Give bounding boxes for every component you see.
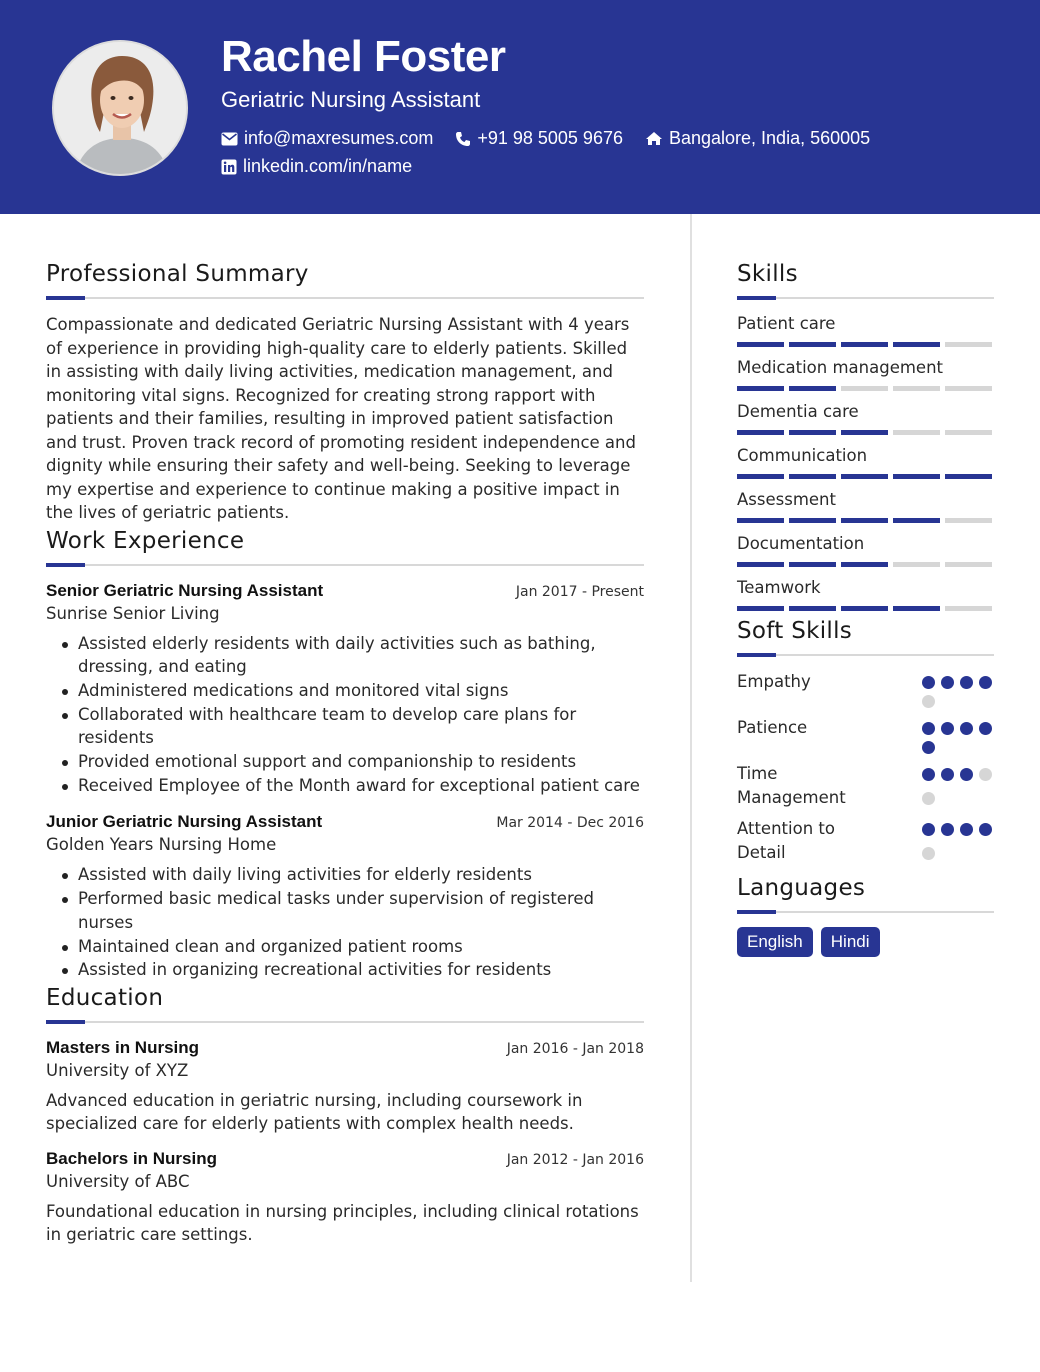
school-name: University of XYZ — [46, 1060, 189, 1080]
main-column — [46, 258, 644, 1259]
phone-text: +91 98 5005 9676 — [477, 128, 623, 148]
school-name: University of ABC — [46, 1171, 190, 1191]
contact-row-2 — [221, 156, 434, 177]
job-entry — [46, 580, 644, 798]
profile-photo — [52, 40, 188, 176]
section-rule — [46, 297, 644, 299]
education-entry — [46, 1148, 644, 1247]
section-rule — [737, 297, 994, 299]
rating-dot — [922, 847, 935, 860]
language-tag: English — [737, 927, 813, 957]
sidebar-column — [737, 258, 994, 957]
skill-item — [737, 445, 994, 479]
skill-name: Documentation — [737, 534, 865, 553]
skill-level-segment — [737, 430, 784, 435]
section-rule — [737, 654, 994, 656]
rating-dot — [979, 676, 992, 689]
candidate-title: Geriatric Nursing Assistant — [221, 87, 481, 112]
phone-icon — [455, 131, 471, 147]
section-heading: Skills — [737, 261, 798, 287]
linkedin-icon — [221, 159, 237, 175]
skill-level-segment — [789, 430, 836, 435]
bullet-item: Performed basic medical tasks under supervision of registered nurses — [60, 887, 644, 934]
job-date: Mar 2014 - Dec 2016 — [496, 815, 644, 832]
bullet-item: Assisted elderly residents with daily activities such as bathing, dressing, and eating — [60, 632, 644, 679]
envelope-icon — [221, 132, 238, 146]
rating-dot — [979, 768, 992, 781]
resume-header — [0, 0, 1040, 214]
section-rule — [46, 564, 644, 566]
job-title: Senior Geriatric Nursing Assistant — [46, 580, 324, 600]
soft-skills-list — [737, 670, 994, 864]
skill-level-segment — [893, 518, 940, 523]
job-org: Sunrise Senior Living — [46, 603, 220, 623]
bullet-item: Administered medications and monitored vital signs — [60, 679, 644, 703]
skill-level-segment — [841, 430, 888, 435]
skill-level-segment — [737, 606, 784, 611]
bullet-item: Provided emotional support and companionship to residents — [60, 750, 644, 774]
soft-skill-name: Attention to Detail — [737, 819, 835, 862]
skill-name: Teamwork — [737, 578, 821, 597]
bullet-item: Assisted with daily living activities for elderly residents — [60, 863, 644, 887]
bullet-item: Collaborated with healthcare team to develop care plans for residents — [60, 703, 644, 750]
email-contact[interactable] — [221, 128, 433, 149]
skill-level-segment — [893, 386, 940, 391]
skill-level-bar — [737, 606, 994, 611]
education-section — [46, 982, 644, 1247]
skill-level-segment — [841, 342, 888, 347]
skill-item — [737, 577, 994, 611]
language-tag: Hindi — [821, 927, 880, 957]
rating-dot — [941, 823, 954, 836]
rating-dot — [960, 676, 973, 689]
skill-name: Communication — [737, 446, 868, 465]
skill-level-segment — [893, 606, 940, 611]
skill-level-segment — [945, 386, 992, 391]
soft-skill-rating — [922, 762, 994, 809]
degree-title: Masters in Nursing — [46, 1037, 200, 1057]
skill-level-bar — [737, 386, 994, 391]
rating-dot — [941, 768, 954, 781]
soft-skill-name: Empathy — [737, 672, 811, 691]
skill-level-segment — [789, 474, 836, 479]
summary-section — [46, 258, 644, 525]
section-heading: Education — [46, 984, 164, 1011]
rating-dot — [922, 722, 935, 735]
home-icon — [645, 131, 663, 146]
rating-dot — [941, 722, 954, 735]
skill-level-segment — [789, 386, 836, 391]
person-portrait-icon — [54, 42, 188, 176]
skill-level-segment — [789, 342, 836, 347]
soft-skill-rating — [922, 670, 994, 708]
skill-level-bar — [737, 342, 994, 347]
job-bullets — [46, 632, 644, 798]
column-divider — [690, 214, 692, 1282]
skill-level-segment — [841, 562, 888, 567]
job-entry — [46, 811, 644, 982]
skill-level-segment — [841, 386, 888, 391]
education-desc: Foundational education in nursing principles, including clinical rotations in geriatric care settings. — [46, 1201, 639, 1245]
experience-section — [46, 525, 644, 982]
education-desc: Advanced education in geriatric nursing, including coursework in specialized care for elderly patients with complex health needs. — [46, 1090, 583, 1134]
skill-name: Medication management — [737, 358, 944, 377]
skill-name: Assessment — [737, 490, 836, 509]
bullet-item: Maintained clean and organized patient rooms — [60, 935, 644, 959]
soft-skill-name: Time Management — [737, 764, 846, 807]
location-text: Bangalore, India, 560005 — [668, 128, 871, 148]
bullet-item: Assisted in organizing recreational activities for residents — [60, 958, 644, 982]
linkedin-contact[interactable] — [221, 156, 412, 177]
job-bullets — [46, 863, 644, 982]
skill-level-segment — [945, 474, 992, 479]
soft-skills-section — [737, 615, 994, 864]
rating-dot — [922, 792, 935, 805]
section-rule — [737, 911, 994, 913]
section-heading: Soft Skills — [737, 618, 853, 644]
rating-dot — [960, 823, 973, 836]
soft-skill-item — [737, 716, 994, 754]
rating-dot — [922, 741, 935, 754]
skill-level-segment — [945, 430, 992, 435]
soft-skill-name: Patience — [737, 718, 808, 737]
rating-dot — [922, 823, 935, 836]
skill-item — [737, 313, 994, 347]
skills-list — [737, 313, 994, 611]
skill-item — [737, 489, 994, 523]
skill-level-bar — [737, 430, 994, 435]
rating-dot — [941, 676, 954, 689]
skill-level-segment — [893, 562, 940, 567]
rating-dot — [960, 768, 973, 781]
skill-level-segment — [893, 430, 940, 435]
soft-skill-item — [737, 817, 994, 864]
candidate-name: Rachel Foster — [221, 32, 506, 81]
education-date: Jan 2016 - Jan 2018 — [506, 1040, 644, 1057]
skill-item — [737, 357, 994, 391]
skill-level-segment — [789, 562, 836, 567]
skill-level-segment — [945, 518, 992, 523]
skill-level-segment — [789, 606, 836, 611]
skill-level-segment — [841, 606, 888, 611]
rating-dot — [979, 722, 992, 735]
skill-level-segment — [737, 474, 784, 479]
section-heading: Work Experience — [46, 527, 245, 554]
linkedin-text: linkedin.com/in/name — [243, 156, 413, 176]
degree-title: Bachelors in Nursing — [46, 1148, 217, 1168]
skill-name: Patient care — [737, 314, 836, 333]
contact-row — [221, 128, 892, 149]
job-date: Jan 2017 - Present — [515, 583, 644, 600]
skill-level-segment — [737, 386, 784, 391]
job-title: Junior Geriatric Nursing Assistant — [46, 812, 323, 832]
skill-level-bar — [737, 518, 994, 523]
skill-level-segment — [893, 474, 940, 479]
soft-skill-item — [737, 762, 994, 809]
skill-level-segment — [789, 518, 836, 523]
job-org: Golden Years Nursing Home — [46, 835, 277, 855]
section-heading: Languages — [737, 875, 866, 901]
languages-list — [737, 927, 994, 957]
skill-level-segment — [945, 342, 992, 347]
rating-dot — [922, 676, 935, 689]
location-contact — [645, 128, 870, 149]
skills-section — [737, 258, 994, 611]
rating-dot — [922, 768, 935, 781]
skill-level-segment — [841, 474, 888, 479]
skill-level-bar — [737, 474, 994, 479]
education-entry — [46, 1037, 644, 1136]
soft-skill-rating — [922, 716, 994, 754]
section-rule — [46, 1021, 644, 1023]
skill-level-segment — [737, 518, 784, 523]
skill-level-segment — [737, 342, 784, 347]
skill-level-segment — [945, 562, 992, 567]
summary-text: Compassionate and dedicated Geriatric Nursing Assistant with 4 years of experience in providing high-quality care to elderly patients. Skilled in assisting with daily living activities, medication management, and monitoring vital signs. Recognized for creating strong rapport with patients and their families, resulting in improved patient satisfaction and trust. Proven track record of promoting resident independence and dignity while ensuring their safety and well-being. Seeking to leverage my expertise and experience to continue making a positive impact in the lives of geriatric patients. — [46, 315, 636, 522]
phone-contact[interactable] — [455, 128, 623, 149]
rating-dot — [922, 695, 935, 708]
bullet-item: Received Employee of the Month award for exceptional patient care — [60, 774, 644, 798]
soft-skill-rating — [922, 817, 994, 864]
languages-section — [737, 872, 994, 957]
skill-name: Dementia care — [737, 402, 859, 421]
rating-dot — [979, 823, 992, 836]
email-text: info@maxresumes.com — [244, 128, 434, 148]
skill-level-bar — [737, 562, 994, 567]
skill-level-segment — [893, 342, 940, 347]
skill-level-segment — [737, 562, 784, 567]
section-heading: Professional Summary — [46, 261, 309, 287]
soft-skill-item — [737, 670, 994, 708]
skill-item — [737, 533, 994, 567]
education-date: Jan 2012 - Jan 2016 — [506, 1151, 644, 1168]
skill-level-segment — [841, 518, 888, 523]
rating-dot — [960, 722, 973, 735]
skill-item — [737, 401, 994, 435]
skill-level-segment — [945, 606, 992, 611]
